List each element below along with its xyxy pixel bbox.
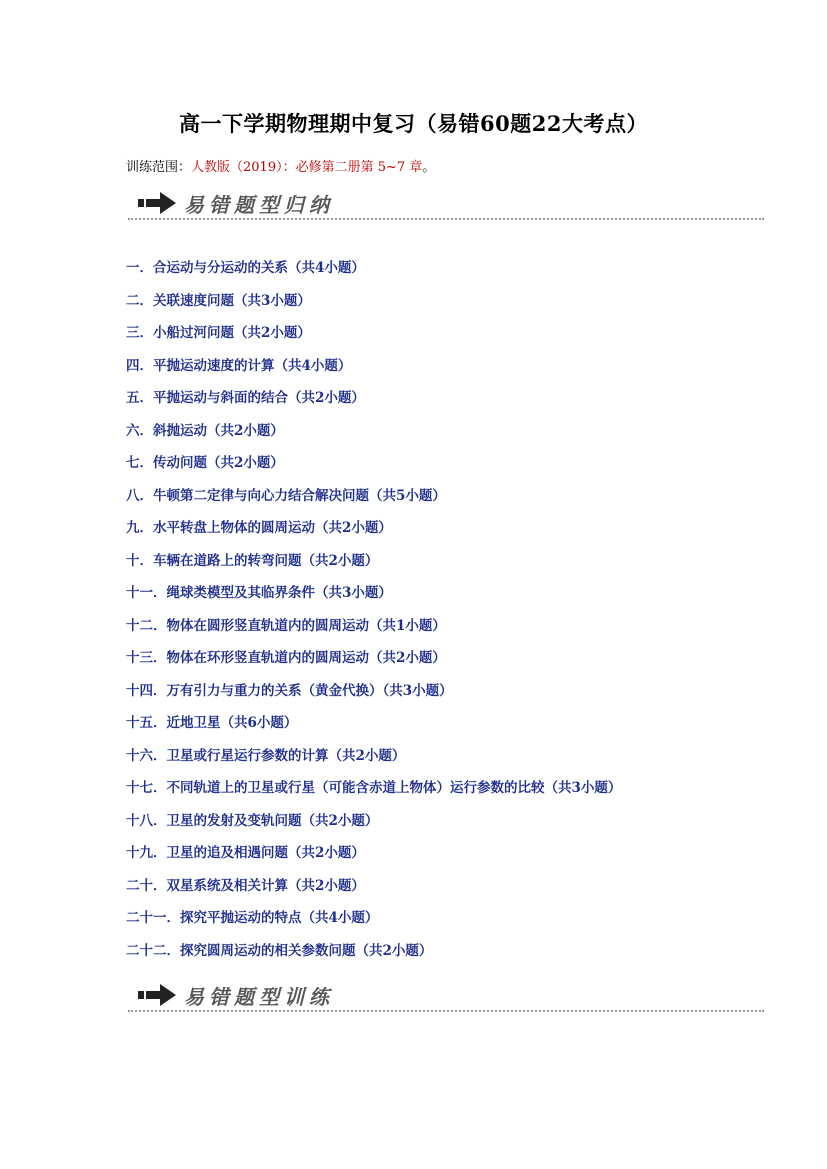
document-title: 高一下学期物理期中复习（易错60题22大考点） [179,111,648,136]
topic-item: 一．合运动与分运动的关系（共4小题） [126,260,365,276]
summary-banner-title: 易错题型归纳 [184,193,334,217]
topic-item: 十．车辆在道路上的转弯问题（共2小题） [126,552,379,569]
topic-item: 十三．物体在环形竖直轨道内的圆周运动（共2小题） [126,650,446,666]
topic-item: 六．斜抛运动（共2小题） [126,422,284,439]
topic-item: 七．传动问题（共2小题） [126,455,284,471]
topic-item: 四．平抛运动速度的计算（共4小题） [126,357,352,374]
practice-banner-title: 易错题型训练 [184,985,334,1009]
topic-item: 二十．双星系统及相关计算（共2小题） [126,877,365,894]
training-range-label: 训练范围： [126,160,192,175]
topic-item: 二十一．探究平抛运动的特点（共4小题） [126,910,379,926]
arrow-icon [138,982,178,1008]
topic-item: 二十二．探究圆周运动的相关参数问题（共2小题） [126,942,433,959]
topic-item: 十二．物体在圆形竖直轨道内的圆周运动（共1小题） [126,617,446,634]
topic-item: 二．关联速度问题（共3小题） [126,292,311,309]
topic-item: 十九．卫星的追及相遇问题（共2小题） [126,845,365,861]
topic-item: 十八．卫星的发射及变轨问题（共2小题） [126,812,379,829]
topic-item: 九．水平转盘上物体的圆周运动（共2小题） [126,520,392,536]
training-range-end: 。 [422,160,436,175]
topic-item: 三．小船过河问题（共2小题） [126,325,311,341]
topic-list [126,258,621,973]
topic-item: 十四．万有引力与重力的关系（黄金代换）（共3小题） [126,682,453,699]
topic-item: 十七．不同轨道上的卫星或行星（可能含赤道上物体）运行参数的比较（共3小题） [126,780,622,796]
topic-item: 十六．卫星或行星运行参数的计算（共2小题） [126,747,406,764]
topic-item: 十一．绳球类模型及其临界条件（共3小题） [126,585,392,601]
arrow-icon [138,190,178,216]
divider [128,1010,764,1012]
training-range-value: 人教版（2019）：必修第二册第 5~7 章 [191,160,423,175]
divider [128,218,764,220]
practice-banner [128,978,764,1012]
topic-item: 八．牛顿第二定律与向心力结合解决问题（共5小题） [126,487,446,504]
topic-item: 五．平抛运动与斜面的结合（共2小题） [126,390,365,406]
topic-item: 十五．近地卫星（共6小题） [126,715,298,731]
training-range [126,156,435,175]
summary-banner [128,186,764,220]
